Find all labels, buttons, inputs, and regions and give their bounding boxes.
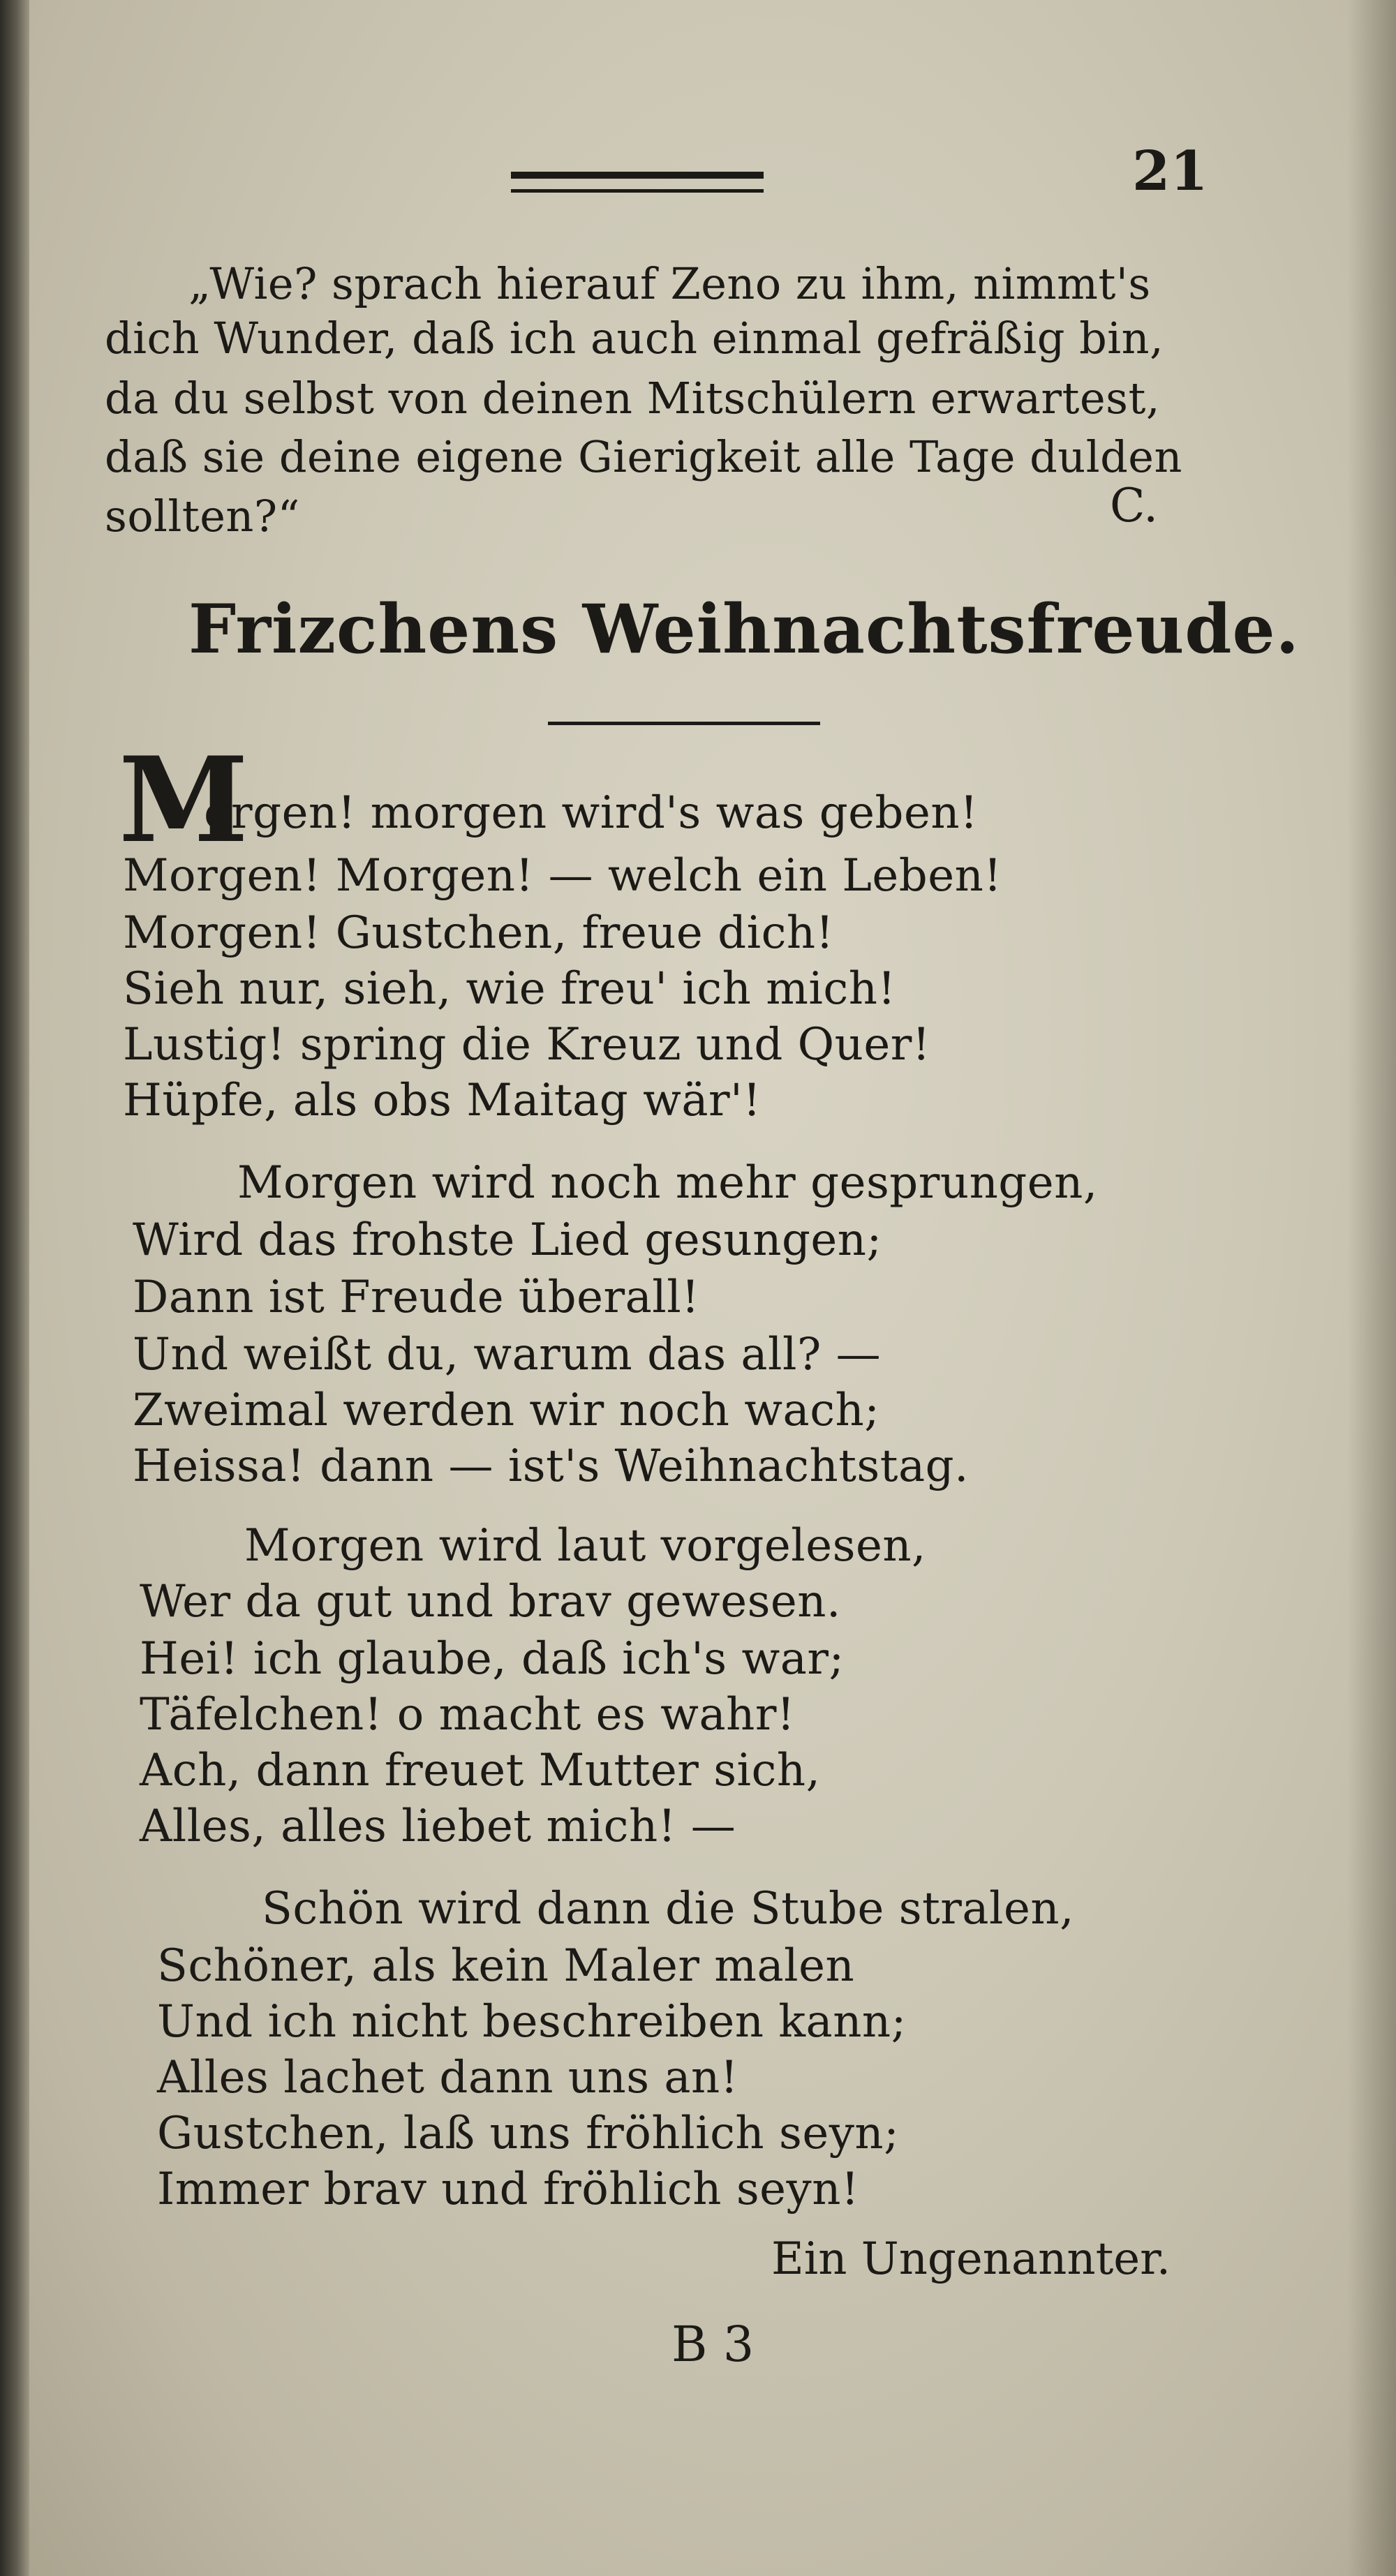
poem-line: Hüpfe, als obs Maitag wär'! xyxy=(123,1075,762,1126)
poem-title: Frizchens Weihnachtsfreude. xyxy=(188,590,1300,669)
poem-line: Lustig! spring die Kreuz und Quer! xyxy=(123,1019,931,1071)
poem-line: Hei! ich glaube, daß ich's war; xyxy=(140,1633,845,1685)
poem-line: Und ich nicht beschreiben kann; xyxy=(157,1996,907,2048)
page-edge-shadow xyxy=(1347,0,1396,2576)
intro-line: dich Wunder, daß ich auch einmal gefräßig bin, xyxy=(105,313,1164,364)
poem-line: orgen! morgen wird's was geben! xyxy=(204,787,979,839)
poem-line: Zweimal werden wir noch wach; xyxy=(133,1385,880,1436)
poem-line: Ach, dann freuet Mutter sich, xyxy=(140,1745,821,1796)
intro-line: „Wie? sprach hierauf Zeno zu ihm, nimmt's xyxy=(188,258,1151,309)
poem-author: Ein Ungenannter. xyxy=(771,2233,1171,2285)
intro-line: sollten?“ xyxy=(105,491,300,542)
poem-line: Immer brav und fröhlich seyn! xyxy=(157,2164,860,2215)
title-underline xyxy=(548,722,820,725)
poem-line: Und weißt du, warum das all? — xyxy=(133,1329,882,1380)
intro-signature: C. xyxy=(1110,479,1159,533)
poem-line: Wer da gut und brav gewesen. xyxy=(140,1576,841,1628)
poem-line: Schön wird dann die Stube stralen, xyxy=(262,1883,1074,1935)
poem-line: Täfelchen! o macht es wahr! xyxy=(140,1689,796,1741)
poem-line: Schöner, als kein Maler malen xyxy=(157,1940,855,1992)
page-number: 21 xyxy=(1132,140,1208,203)
poem-line: Wird das frohste Lied gesungen; xyxy=(133,1214,882,1266)
header-rule xyxy=(511,172,764,193)
poem-line: Alles lachet dann uns an! xyxy=(157,2052,738,2104)
drop-cap: M xyxy=(119,731,248,869)
intro-line: da du selbst von deinen Mitschülern erwartest, xyxy=(105,373,1161,424)
poem-line: Gustchen, laß uns fröhlich seyn; xyxy=(157,2108,900,2159)
book-spine-shadow xyxy=(0,0,29,2576)
poem-line: Morgen wird laut vorgelesen, xyxy=(244,1520,926,1572)
poem-line: Dann ist Freude überall! xyxy=(133,1272,700,1323)
poem-line: Morgen! Gustchen, freue dich! xyxy=(123,907,834,959)
poem-line: Morgen! Morgen! — welch ein Leben! xyxy=(123,850,1002,902)
signature-mark: B 3 xyxy=(671,2316,755,2373)
intro-line: daß sie deine eigene Gierigkeit alle Tage dulden xyxy=(105,431,1182,482)
poem-line: Heissa! dann — ist's Weihnachtstag. xyxy=(133,1440,969,1492)
poem-line: Sieh nur, sieh, wie freu' ich mich! xyxy=(123,963,896,1015)
poem-line: Morgen wird noch mehr gesprungen, xyxy=(237,1157,1098,1209)
poem-line: Alles, alles liebet mich! — xyxy=(140,1801,736,1852)
